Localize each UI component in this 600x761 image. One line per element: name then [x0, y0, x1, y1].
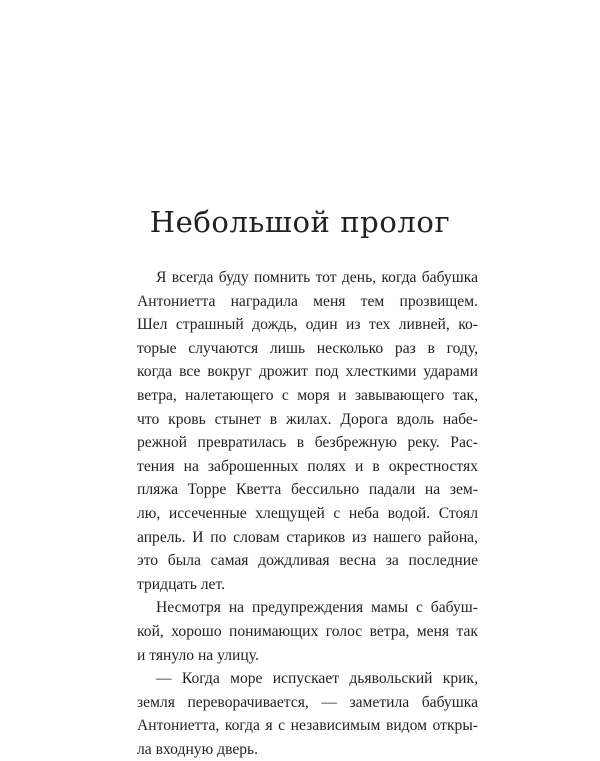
text-line: ла входную дверь.	[137, 740, 259, 758]
text-line: апрель. И по словам стариков из нашего района,	[137, 528, 478, 546]
text-line: когда все вокруг дрожит под хлесткими ударами	[137, 363, 478, 381]
text-line: Антониетта, когда я с независимым видом откры-	[137, 717, 478, 735]
text-line: режной превратилась в безбрежную реку. Рас-	[137, 434, 478, 452]
text-line: тридцать лет.	[137, 575, 226, 593]
text-line: торые случаются лишь несколько раз в году,	[137, 339, 478, 357]
text-line: лю, иссеченные хлещущей с неба водой. Стоял	[137, 504, 478, 522]
text-line: это была самая дождливая весна за последние	[137, 552, 478, 570]
chapter-title: Небольшой пролог	[149, 205, 451, 239]
text-line: кой, хорошо понимающих голос ветра, меня так	[137, 622, 478, 640]
text-line: Шел страшный дождь, один из тех ливней, ко-	[137, 316, 478, 334]
text-line: пляжа Торре Кветта бессильно падали на зем-	[137, 481, 478, 499]
text-line: тения на заброшенных полях и в окрестностях	[137, 457, 478, 475]
text-line: Антониетта наградила меня тем прозвищем.	[137, 292, 478, 310]
text-line: и тянуло на улицу.	[137, 646, 259, 664]
text-line: ветра, налетающего с моря и завывающего так,	[137, 386, 478, 404]
text-line: Я всегда буду помнить тот день, когда бабушка	[156, 269, 478, 286]
text-line: что кровь стынет в жилах. Дорога вдоль набе-	[137, 410, 478, 428]
text-line: Несмотря на предупреждения мамы с бабуш-	[156, 599, 478, 617]
text-line: земля переворачивается, — заметила бабушка	[137, 693, 478, 711]
text-line: — Когда море испускает дьявольский крик,	[156, 670, 478, 688]
chapter-body	[137, 266, 478, 761]
